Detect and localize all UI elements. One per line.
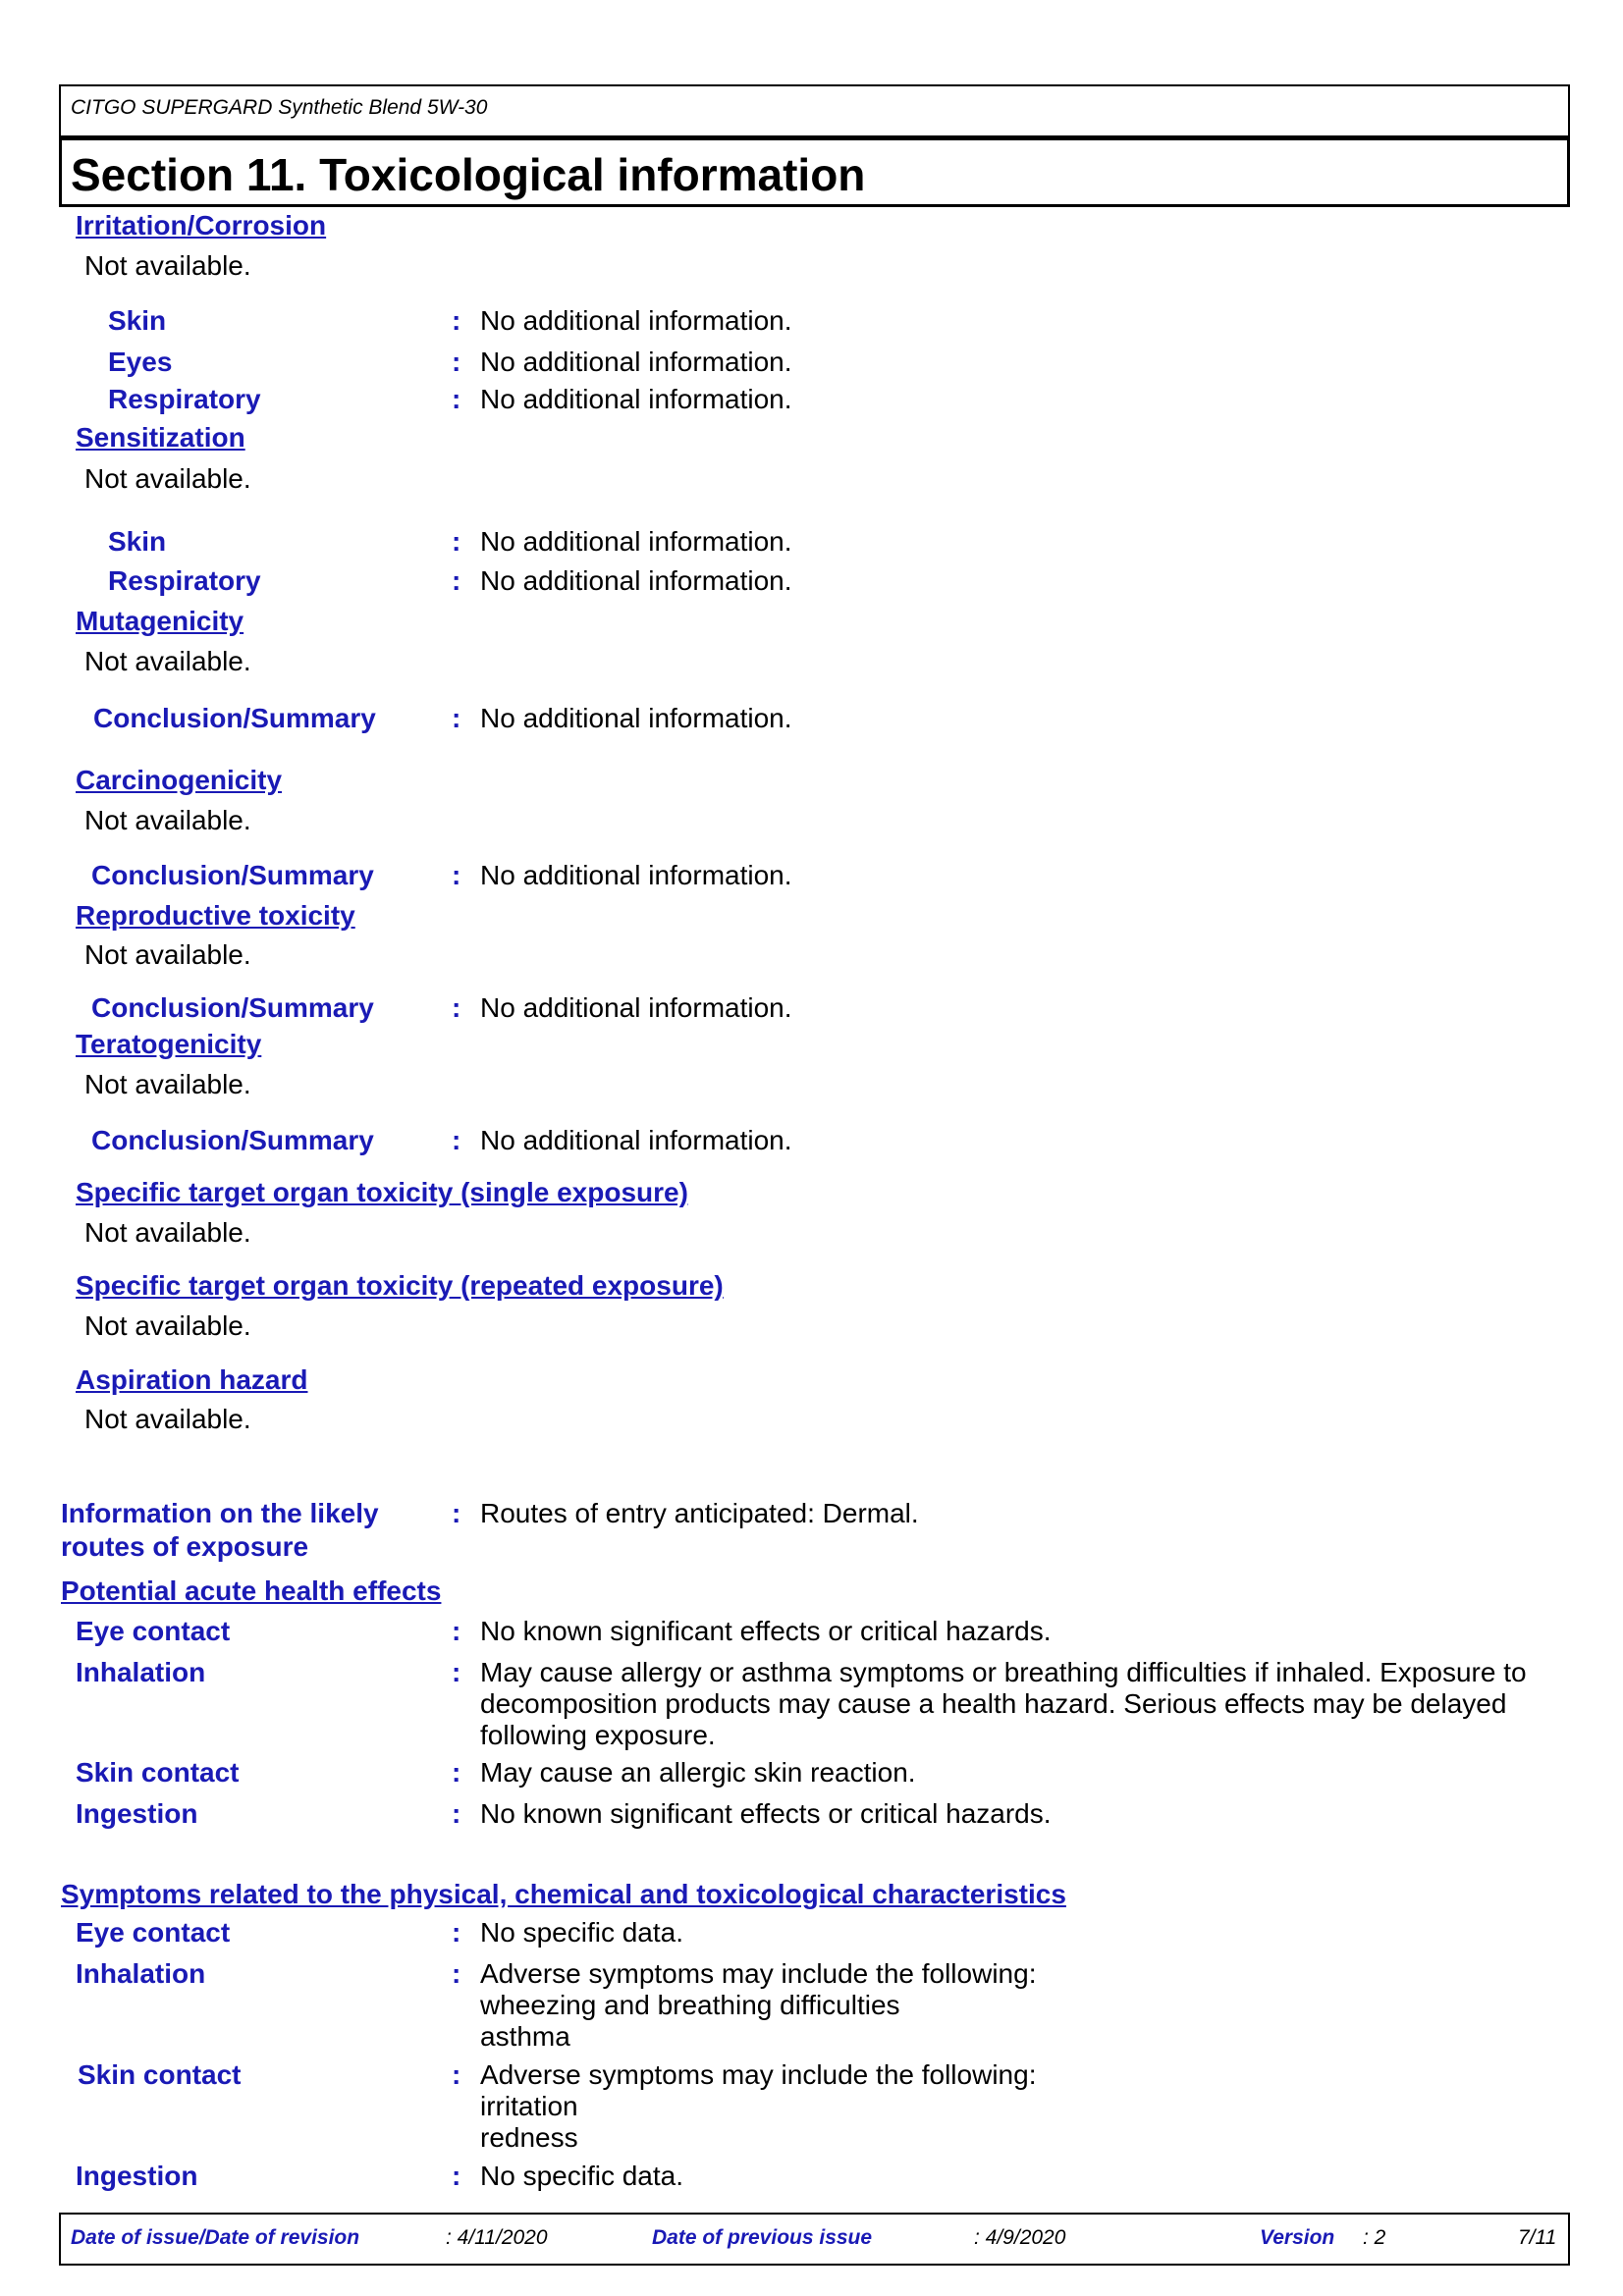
colon: : [452,384,461,414]
mutagenicity-note: Not available. [84,646,251,676]
footer-issue-label: Date of issue/Date of revision [71,2226,360,2249]
irritation-heading: Irritation/Corrosion [76,210,327,240]
reproductive-note: Not available. [84,939,251,970]
irritation-note: Not available. [84,250,251,281]
colon: : [452,565,461,596]
carcinogenicity-conclusion-value: No additional information. [480,860,792,890]
colon: : [452,526,461,557]
acute-eye-label: Eye contact [76,1616,231,1646]
acute-heading: Potential acute health effects [61,1575,442,1606]
acute-ingestion-label: Ingestion [76,1798,198,1829]
sensitization-skin-value: No additional information. [480,526,792,557]
sensitization-respiratory-value: No additional information. [480,565,792,596]
colon: : [452,1917,461,1948]
colon: : [452,1757,461,1788]
colon: : [452,860,461,890]
irritation-respiratory-label: Respiratory [108,384,261,414]
symptoms-skin-line1: Adverse symptoms may include the following: [480,2059,1037,2090]
symptoms-ingestion-value: No specific data. [480,2161,683,2191]
colon: : [452,1498,461,1528]
stot-single-note: Not available. [84,1217,251,1248]
acute-ingestion-value: No known significant effects or critical hazards. [480,1798,1052,1829]
reproductive-heading: Reproductive toxicity [76,900,355,931]
footer-version-value: : 2 [1363,2226,1386,2249]
irritation-skin-value: No additional information. [480,305,792,336]
symptoms-eye-label: Eye contact [76,1917,231,1948]
symptoms-skin-line3: redness [480,2122,578,2153]
footer-prev-label: Date of previous issue [652,2226,873,2249]
sensitization-note: Not available. [84,463,251,494]
colon: : [452,703,461,733]
stot-repeated-note: Not available. [84,1310,251,1341]
colon: : [452,1657,461,1687]
mutagenicity-heading: Mutagenicity [76,606,244,636]
stot-repeated-heading: Specific target organ toxicity (repeated exposure) [76,1270,724,1301]
product-name-box [59,84,1570,137]
routes-label-line1: Information on the likely [61,1498,379,1528]
footer-issue-value: : 4/11/2020 [446,2226,548,2249]
irritation-eyes-value: No additional information. [480,347,792,377]
irritation-respiratory-value: No additional information. [480,384,792,414]
symptoms-ingestion-label: Ingestion [76,2161,198,2191]
teratogenicity-note: Not available. [84,1069,251,1099]
carcinogenicity-heading: Carcinogenicity [76,765,283,795]
symptoms-skin-label: Skin contact [78,2059,242,2090]
acute-inhalation-line3: following exposure. [480,1720,716,1750]
colon: : [452,305,461,336]
reproductive-conclusion-label: Conclusion/Summary [91,992,374,1023]
sensitization-skin-label: Skin [108,526,167,557]
routes-value: Routes of entry anticipated: Dermal. [480,1498,919,1528]
colon: : [452,1798,461,1829]
sensitization-heading: Sensitization [76,422,245,453]
colon: : [452,1125,461,1155]
acute-skin-label: Skin contact [76,1757,240,1788]
teratogenicity-conclusion-label: Conclusion/Summary [91,1125,374,1155]
section-title-box [59,137,1570,207]
acute-inhalation-line2: decomposition products may cause a health hazard. Serious effects may be delayed [480,1688,1507,1719]
acute-skin-value: May cause an allergic skin reaction. [480,1757,916,1788]
mutagenicity-conclusion-label: Conclusion/Summary [93,703,376,733]
section-title: Section 11. Toxicological information [71,149,866,200]
symptoms-inhalation-label: Inhalation [76,1958,206,1989]
colon: : [452,347,461,377]
mutagenicity-conclusion-value: No additional information. [480,703,792,733]
sensitization-respiratory-label: Respiratory [108,565,261,596]
irritation-skin-label: Skin [108,305,167,336]
symptoms-inhalation-line2: wheezing and breathing difficulties [480,1990,900,2020]
symptoms-eye-value: No specific data. [480,1917,683,1948]
acute-eye-value: No known significant effects or critical hazards. [480,1616,1052,1646]
routes-label-line2: routes of exposure [61,1531,309,1562]
footer-prev-value: : 4/9/2020 [974,2226,1066,2249]
aspiration-heading: Aspiration hazard [76,1364,308,1395]
footer-page-number: 7/11 [1518,2226,1557,2249]
colon: : [452,1616,461,1646]
product-name: CITGO SUPERGARD Synthetic Blend 5W-30 [71,96,488,119]
teratogenicity-conclusion-value: No additional information. [480,1125,792,1155]
colon: : [452,2161,461,2191]
footer-version-label: Version [1260,2226,1335,2249]
footer-box [59,2213,1570,2266]
colon: : [452,2059,461,2090]
colon: : [452,1958,461,1989]
aspiration-note: Not available. [84,1404,251,1434]
symptoms-inhalation-line1: Adverse symptoms may include the following: [480,1958,1037,1989]
colon: : [452,992,461,1023]
irritation-eyes-label: Eyes [108,347,173,377]
symptoms-inhalation-line3: asthma [480,2021,570,2052]
stot-single-heading: Specific target organ toxicity (single exposure) [76,1177,688,1207]
acute-inhalation-line1: May cause allergy or asthma symptoms or breathing difficulties if inhaled. Exposure to [480,1657,1527,1687]
teratogenicity-heading: Teratogenicity [76,1029,262,1059]
symptoms-skin-line2: irritation [480,2091,578,2121]
carcinogenicity-note: Not available. [84,805,251,835]
reproductive-conclusion-value: No additional information. [480,992,792,1023]
acute-inhalation-label: Inhalation [76,1657,206,1687]
symptoms-heading: Symptoms related to the physical, chemical and toxicological characteristics [61,1879,1066,1909]
carcinogenicity-conclusion-label: Conclusion/Summary [91,860,374,890]
